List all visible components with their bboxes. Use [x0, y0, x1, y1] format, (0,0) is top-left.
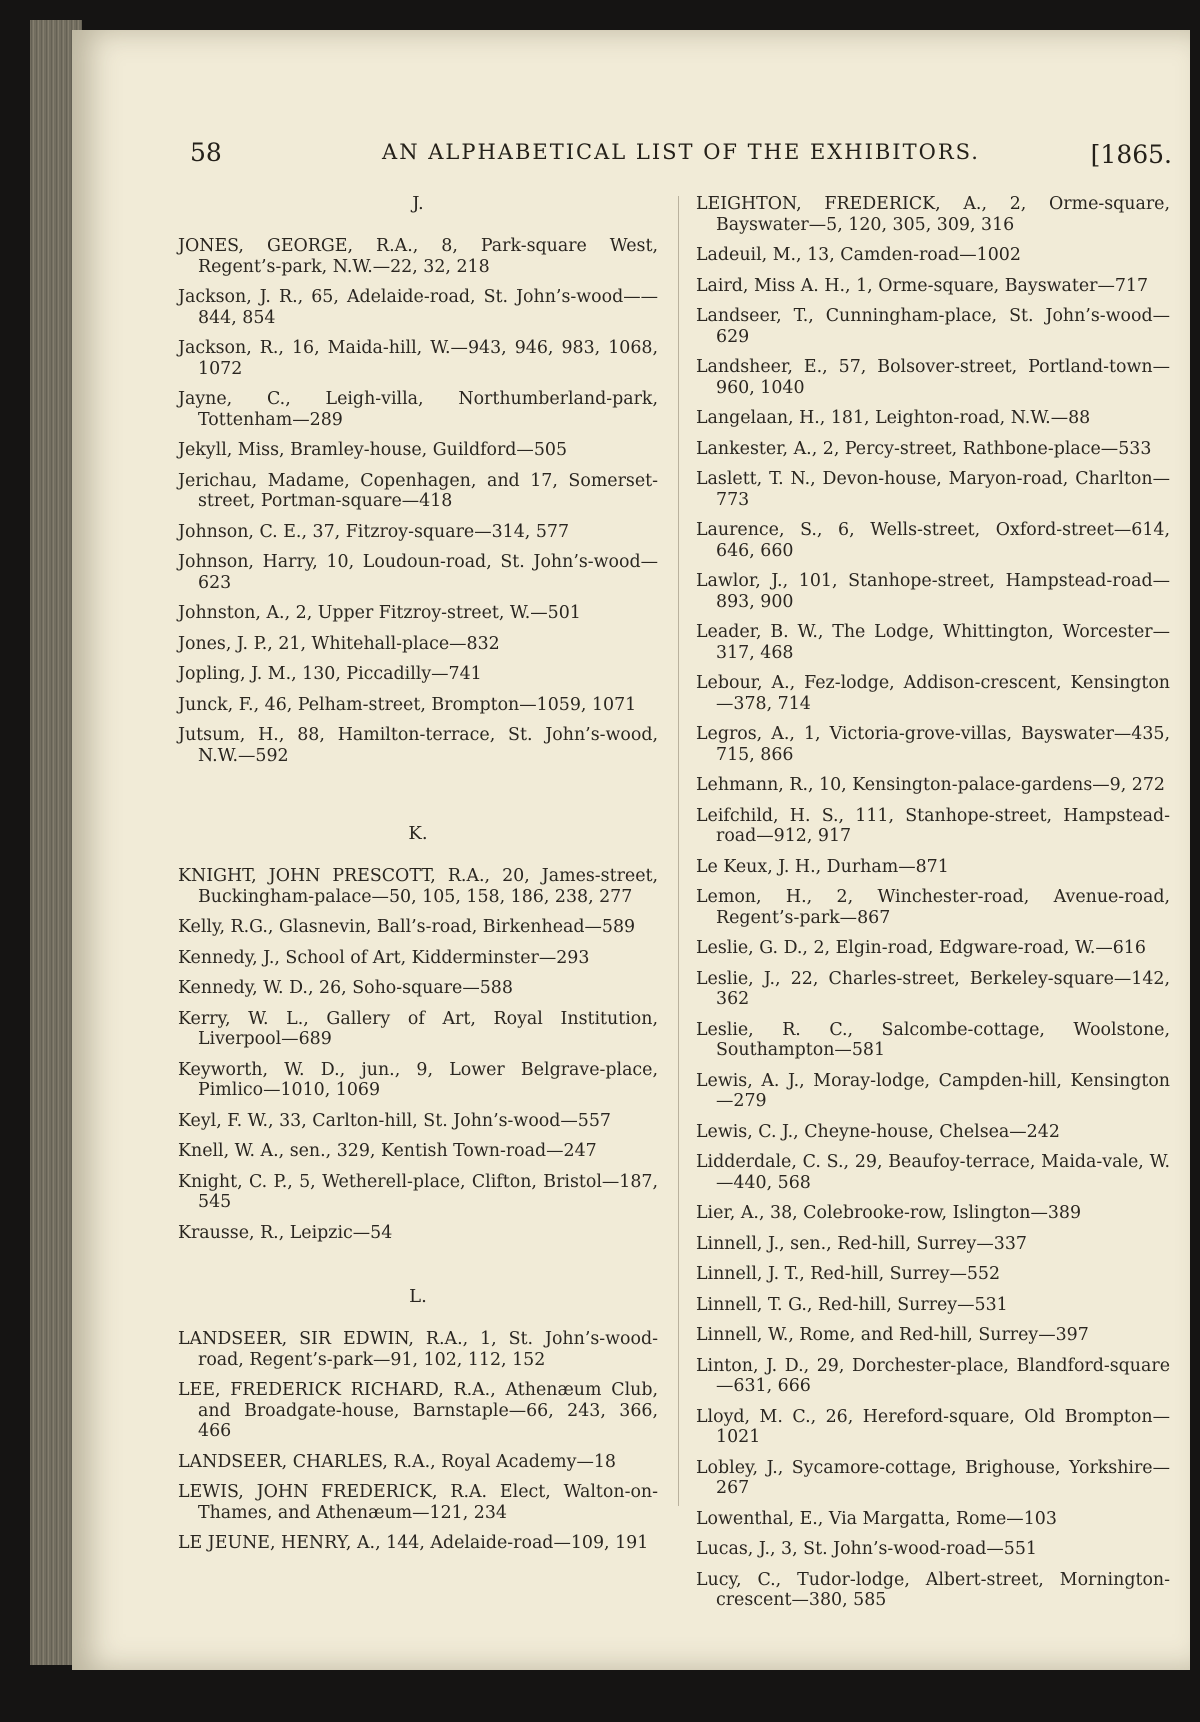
- exhibitor-entry: LANDSEER, CHARLES, R.A., Royal Academy—18: [178, 1451, 616, 1472]
- exhibitor-entry: Kelly, R.G., Glasnevin, Ball’s-road, Birkenhead—589: [178, 917, 636, 937]
- exhibitor-entry: Laird, Miss A. H., 1, Orme-square, Bayswater—717: [696, 275, 1149, 296]
- exhibitor-entry: Leslie, G. D., 2, Elgin-road, Edgware-road, W.—616: [696, 938, 1146, 958]
- running-title: AN ALPHABETICAL LIST OF THE EXHIBITORS.: [382, 140, 980, 164]
- exhibitor-entry: Leslie, R. C., Salcombe-cottage, Woolstone, Southampton—581: [696, 1019, 1170, 1060]
- exhibitor-entry: Leslie, J., 22, Charles-street, Berkeley-square—142, 362: [696, 968, 1170, 1009]
- year-label: [1865.: [1090, 140, 1172, 169]
- exhibitor-entry: LANDSEER, SIR EDWIN, R.A., 1, St. John’s-wood-road, Regent’s-park—91, 102, 112, 152: [178, 1329, 658, 1370]
- section-j-list: [178, 236, 658, 766]
- exhibitor-entry: Lobley, J., Sycamore-cottage, Brighouse, Yorkshire—267: [696, 1457, 1170, 1498]
- exhibitor-entry: Jones, J. P., 21, Whitehall-place—832: [178, 633, 500, 654]
- section-l-list: [178, 1329, 658, 1554]
- exhibitor-entry: Lebour, A., Fez-lodge, Addison-crescent, Kensington—378, 714: [696, 673, 1170, 714]
- exhibitor-entry: Linnell, W., Rome, and Red-hill, Surrey—397: [696, 1325, 1089, 1345]
- exhibitor-entry: Johnston, A., 2, Upper Fitzroy-street, W.—501: [178, 603, 581, 623]
- exhibitor-entry: Ladeuil, M., 13, Camden-road—1002: [696, 245, 1021, 265]
- exhibitor-entry: Lier, A., 38, Colebrooke-row, Islington—389: [696, 1203, 1082, 1223]
- exhibitor-entry: Lloyd, M. C., 26, Hereford-square, Old Brompton—1021: [696, 1406, 1170, 1447]
- right-column-list: [696, 194, 1170, 1611]
- exhibitor-entry: Jackson, R., 16, Maida-hill, W.—943, 946, 983, 1068, 1072: [178, 338, 658, 379]
- exhibitor-entry: Johnson, Harry, 10, Loudoun-road, St. John’s-wood—623: [178, 552, 658, 593]
- exhibitor-entry: Laslett, T. N., Devon-house, Maryon-road, Charlton—773: [696, 469, 1170, 510]
- exhibitor-entry: LEIGHTON, FREDERICK, A., 2, Orme-square, Bayswater—5, 120, 305, 309, 316: [696, 194, 1170, 235]
- exhibitor-entry: Linnell, J. T., Red-hill, Surrey—552: [696, 1264, 1001, 1284]
- exhibitor-entry: Jekyll, Miss, Bramley-house, Guildford—505: [178, 440, 568, 460]
- exhibitor-entry: Le Keux, J. H., Durham—871: [696, 856, 949, 877]
- exhibitor-entry: Lowenthal, E., Via Margatta, Rome—103: [696, 1508, 1057, 1529]
- exhibitor-entry: Johnson, C. E., 37, Fitzroy-square—314, 577: [178, 521, 570, 542]
- exhibitor-entry: Linnell, T. G., Red-hill, Surrey—531: [696, 1294, 1008, 1315]
- exhibitor-entry: Langelaan, H., 181, Leighton-road, N.W.—88: [696, 408, 1091, 428]
- left-column: [178, 194, 658, 1564]
- exhibitor-entry: Kerry, W. L., Gallery of Art, Royal Institution, Liverpool—689: [178, 1008, 658, 1049]
- exhibitor-entry: Landsheer, E., 57, Bolsover-street, Portland-town—960, 1040: [696, 357, 1170, 398]
- exhibitor-entry: Lidderdale, C. S., 29, Beaufoy-terrace, Maida-vale, W.—440, 568: [696, 1152, 1170, 1193]
- column-divider: [678, 196, 679, 1506]
- exhibitor-entry: Keyworth, W. D., jun., 9, Lower Belgrave-place, Pimlico—1010, 1069: [178, 1059, 658, 1100]
- exhibitor-entry: Knight, C. P., 5, Wetherell-place, Clifton, Bristol—187, 545: [178, 1171, 658, 1212]
- exhibitor-entry: Knell, W. A., sen., 329, Kentish Town-road—247: [178, 1141, 597, 1161]
- exhibitor-entry: LEWIS, JOHN FREDERICK, R.A. Elect, Walton-on-Thames, and Athenæum—121, 234: [178, 1482, 658, 1523]
- exhibitor-entry: Lucas, J., 3, St. John’s-wood-road—551: [696, 1539, 1037, 1559]
- exhibitor-entry: Jutsum, H., 88, Hamilton-terrace, St. John’s-wood, N.W.—592: [178, 725, 658, 766]
- exhibitor-entry: Jackson, J. R., 65, Adelaide-road, St. John’s-wood——844, 854: [178, 287, 658, 328]
- page-number: 58: [190, 138, 222, 167]
- exhibitor-entry: Lewis, A. J., Moray-lodge, Campden-hill, Kensington—279: [696, 1070, 1170, 1111]
- section-k-list: [178, 866, 658, 1243]
- exhibitor-entry: Landseer, T., Cunningham-place, St. John’s-wood—629: [696, 306, 1170, 347]
- exhibitor-entry: Laurence, S., 6, Wells-street, Oxford-street—614, 646, 660: [696, 520, 1170, 561]
- exhibitor-entry: Kennedy, J., School of Art, Kidderminster—293: [178, 947, 590, 968]
- exhibitor-entry: Jerichau, Madame, Copenhagen, and 17, Somerset-street, Portman-square—418: [178, 470, 658, 511]
- exhibitor-entry: Lucy, C., Tudor-lodge, Albert-street, Mornington-crescent—380, 585: [696, 1569, 1170, 1610]
- exhibitor-entry: Legros, A., 1, Victoria-grove-villas, Bayswater—435, 715, 866: [696, 724, 1170, 765]
- right-column: [696, 194, 1170, 1621]
- exhibitor-entry: Jopling, J. M., 130, Piccadilly—741: [178, 664, 482, 684]
- exhibitor-entry: Keyl, F. W., 33, Carlton-hill, St. John’s-wood—557: [178, 1110, 611, 1131]
- exhibitor-entry: Leader, B. W., The Lodge, Whittington, Worcester—317, 468: [696, 622, 1170, 663]
- exhibitor-entry: Lawlor, J., 101, Stanhope-street, Hampstead-road—893, 900: [696, 571, 1170, 612]
- exhibitor-entry: Lehmann, R., 10, Kensington-palace-gardens—9, 272: [696, 775, 1165, 795]
- exhibitor-entry: Linnell, J., sen., Red-hill, Surrey—337: [696, 1233, 1027, 1254]
- exhibitor-entry: KNIGHT, JOHN PRESCOTT, R.A., 20, James-street, Buckingham-palace—50, 105, 158, 186, 238, 277: [178, 866, 658, 907]
- exhibitor-entry: Lankester, A., 2, Percy-street, Rathbone-place—533: [696, 438, 1152, 459]
- exhibitor-entry: JONES, GEORGE, R.A., 8, Park-square West, Regent’s-park, N.W.—22, 32, 218: [178, 236, 658, 277]
- exhibitor-entry: Junck, F., 46, Pelham-street, Brompton—1059, 1071: [178, 694, 637, 715]
- page-header: [190, 138, 1172, 174]
- exhibitor-entry: LE JEUNE, HENRY, A., 144, Adelaide-road—109, 191: [178, 1533, 649, 1553]
- exhibitor-entry: LEE, FREDERICK RICHARD, R.A., Athenæum Club, and Broadgate-house, Barnstaple—66, 243, 366, 466: [178, 1380, 658, 1441]
- exhibitor-entry: Lewis, C. J., Cheyne-house, Chelsea—242: [696, 1121, 1060, 1142]
- exhibitor-entry: Leifchild, H. S., 111, Stanhope-street, Hampstead-road—912, 917: [696, 805, 1170, 846]
- section-letter-j: J.: [412, 193, 424, 214]
- section-letter-k: K.: [408, 823, 428, 844]
- exhibitor-entry: Krausse, R., Leipzic—54: [178, 1222, 393, 1243]
- exhibitor-entry: Kennedy, W. D., 26, Soho-square—588: [178, 978, 513, 998]
- exhibitor-entry: Linton, J. D., 29, Dorchester-place, Blandford-square—631, 666: [696, 1355, 1170, 1396]
- exhibitor-entry: Lemon, H., 2, Winchester-road, Avenue-road, Regent’s-park—867: [696, 887, 1170, 928]
- section-letter-l: L.: [409, 1286, 427, 1307]
- exhibitor-entry: Jayne, C., Leigh-villa, Northumberland-park, Tottenham—289: [178, 389, 658, 430]
